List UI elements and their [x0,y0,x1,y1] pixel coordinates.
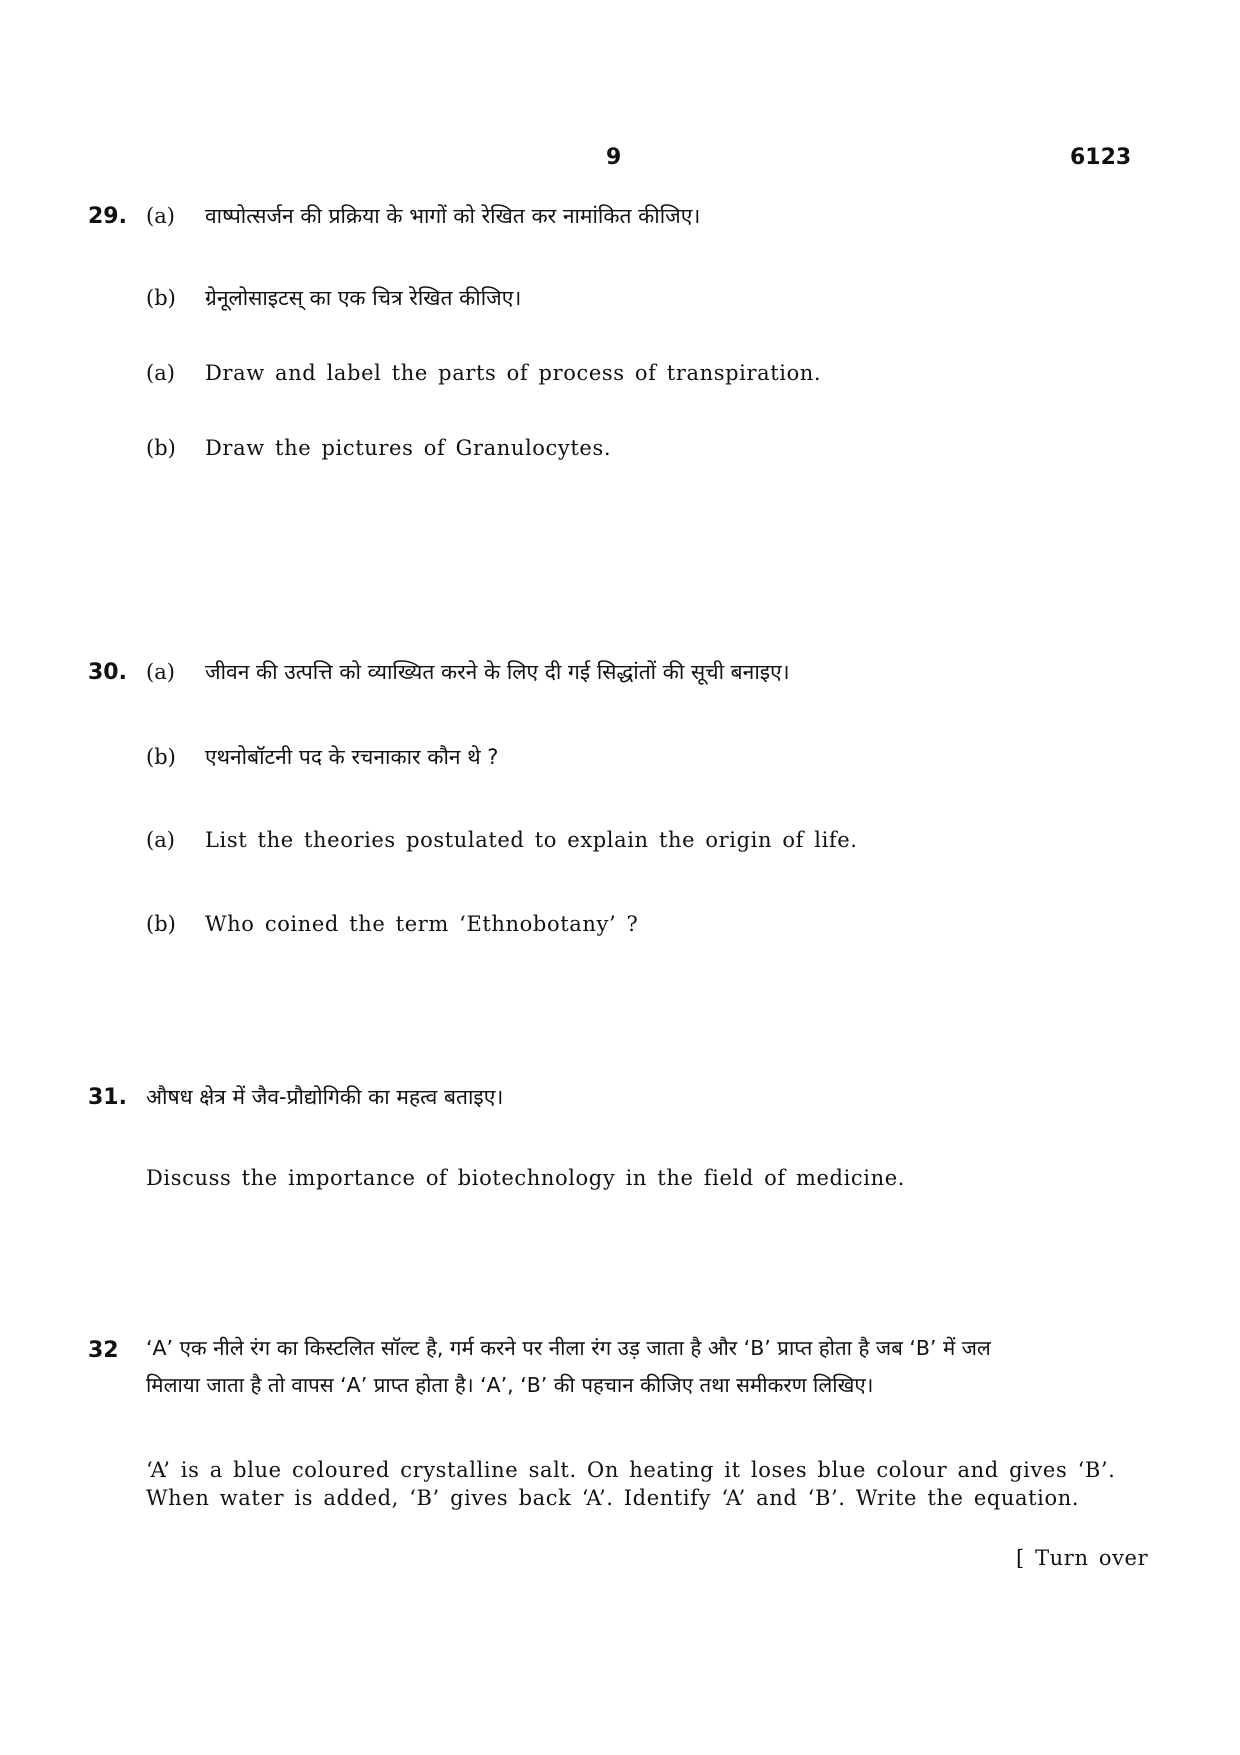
question-text-english: Who coined the term ‘Ethnobotany’ ? [205,912,639,936]
turn-over-note: [ Turn over [1016,1546,1149,1570]
part-label: (b) [146,912,176,936]
question-number: 31. [88,1085,127,1110]
part-label: (b) [146,436,176,460]
question-text-english: Draw the pictures of Granulocytes. [205,436,612,460]
question-text-hindi: ‘A’ एक नीले रंग का किस्टलित सॉल्ट है, गर्म करने पर नीला रंग उड़ जाता है और ‘B’ प्राप्त होता है जब ‘B’ में जल [146,1336,991,1360]
part-label: (b) [146,286,176,310]
question-number: 30. [88,660,127,685]
part-label: (a) [146,828,175,852]
question-text-english: ‘A’ is a blue coloured crystalline salt. On heating it loses blue colour and gives ‘B’. [146,1458,1116,1482]
question-text-hindi: औषध क्षेत्र में जैव-प्रौद्योगिकी का महत्व बताइए। [146,1085,504,1109]
question-text-hindi: एथनोबॉटनी पद के रचनाकार कौन थे ? [205,745,499,769]
part-label: (a) [146,204,175,228]
question-text-english: List the theories postulated to explain the origin of life. [205,828,858,852]
question-number: 32 [88,1338,119,1363]
question-text-hindi: वाष्पोत्सर्जन की प्रक्रिया के भागों को रेखित कर नामांकित कीजिए। [205,204,701,228]
paper-code: 6123 [1070,145,1132,170]
question-text-hindi: जीवन की उत्पत्ति को व्याख्यित करने के लिए दी गई सिद्धांतों की सूची बनाइए। [205,660,790,684]
question-text-english: When water is added, ‘B’ gives back ‘A’. Identify ‘A’ and ‘B’. Write the equation. [146,1486,1080,1510]
page-number: 9 [606,145,622,170]
question-text-english: Draw and label the parts of process of transpiration. [205,361,822,385]
part-label: (b) [146,745,176,769]
question-text-english: Discuss the importance of biotechnology in the field of medicine. [146,1166,905,1190]
question-text-hindi: मिलाया जाता है तो वापस ‘A’ प्राप्त होता है। ‘A’, ‘B’ की पहचान कीजिए तथा समीकरण लिखिए। [146,1373,874,1397]
part-label: (a) [146,660,175,684]
part-label: (a) [146,361,175,385]
question-text-hindi: ग्रेनूलोसाइटस् का एक चित्र रेखित कीजिए। [205,286,522,310]
question-number: 29. [88,204,127,229]
